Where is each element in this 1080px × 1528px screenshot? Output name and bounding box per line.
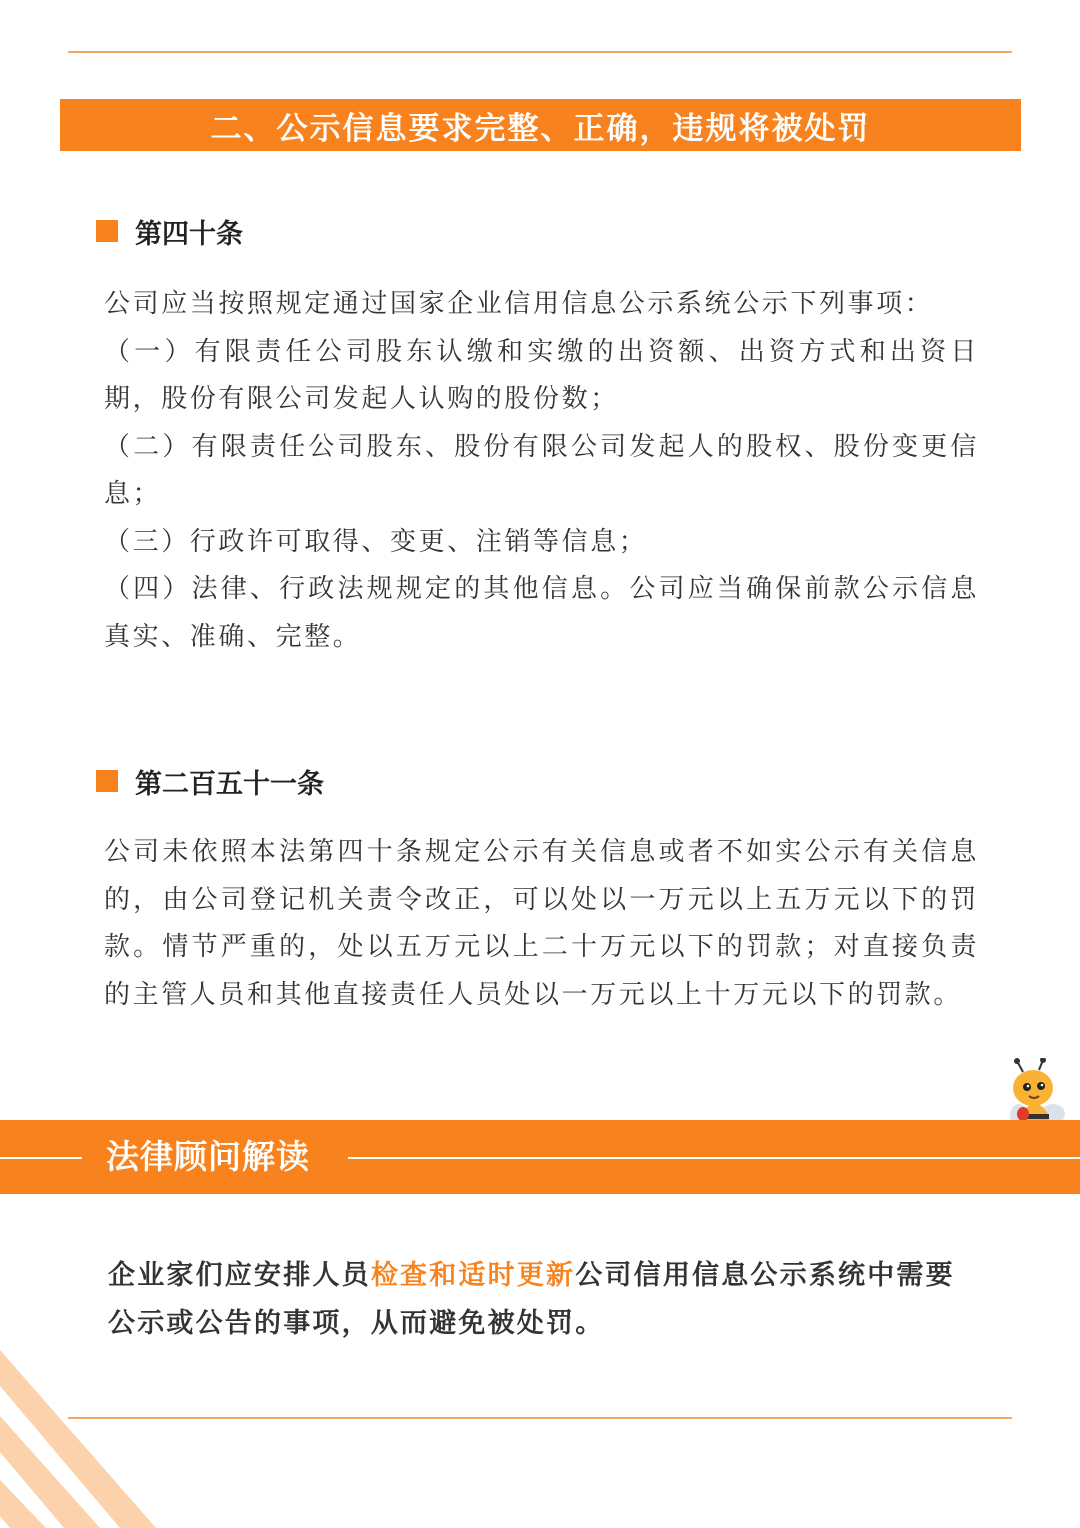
top-divider bbox=[68, 51, 1012, 53]
square-marker-icon bbox=[96, 770, 118, 792]
section-title: 二、公示信息要求完整、正确，违规将被处罚 bbox=[210, 110, 871, 147]
article-40-heading bbox=[96, 211, 243, 251]
legal-advisor-label: 法律顾问解读 bbox=[106, 1137, 310, 1176]
section-banner bbox=[60, 99, 1021, 151]
article-40-intro: 公司应当按照规定通过国家企业信用信息公示系统公示下列事项： bbox=[104, 289, 934, 319]
article-251-paragraph: 公司未依照本法第四十条规定公示有关信息或者不如实公示有关信息的，由公司登记机关责令改正，可以处以一万元以上五万元以下的罚款。情节严重的，处以五万元以上二十万元以下的罚款；对直接负责的主管人员和其他直接责任人员处以一万元以上十万元以下的罚款。 bbox=[104, 837, 979, 1010]
bottom-divider bbox=[68, 1417, 1012, 1419]
advice-part-1: 企业家们应安排人员 bbox=[108, 1260, 371, 1291]
article-40-item-1: （一）有限责任公司股东认缴和实缴的出资额、出资方式和出资日期，股份有限公司发起人认购的股份数； bbox=[104, 336, 979, 414]
article-40-body bbox=[104, 281, 979, 661]
bar-line-left bbox=[0, 1157, 82, 1159]
article-40-title: 第四十条 bbox=[135, 218, 243, 250]
article-40-item-2: （二）有限责任公司股东、股份有限公司发起人的股权、股份变更信息； bbox=[104, 431, 979, 509]
article-251-title: 第二百五十一条 bbox=[135, 768, 324, 800]
advice-highlight: 检查和适时更新 bbox=[370, 1260, 576, 1291]
legal-advice-text bbox=[108, 1252, 984, 1348]
diagonal-stripes-icon bbox=[0, 1320, 180, 1528]
article-251-body bbox=[104, 829, 979, 1019]
legal-advisor-bar bbox=[0, 1120, 1080, 1194]
article-40-item-4: （四）法律、行政法规规定的其他信息。公司应当确保前款公示信息真实、准确、完整。 bbox=[104, 574, 979, 652]
square-marker-icon bbox=[96, 220, 118, 242]
bar-line-right bbox=[348, 1157, 1080, 1159]
article-40-item-3: （三）行政许可取得、变更、注销等信息； bbox=[104, 526, 648, 557]
article-251-heading bbox=[96, 761, 324, 801]
advice-part-2: 公司信用信息公示系统中需要公示或公告的事项，从而避免被处罚。 bbox=[108, 1260, 955, 1339]
